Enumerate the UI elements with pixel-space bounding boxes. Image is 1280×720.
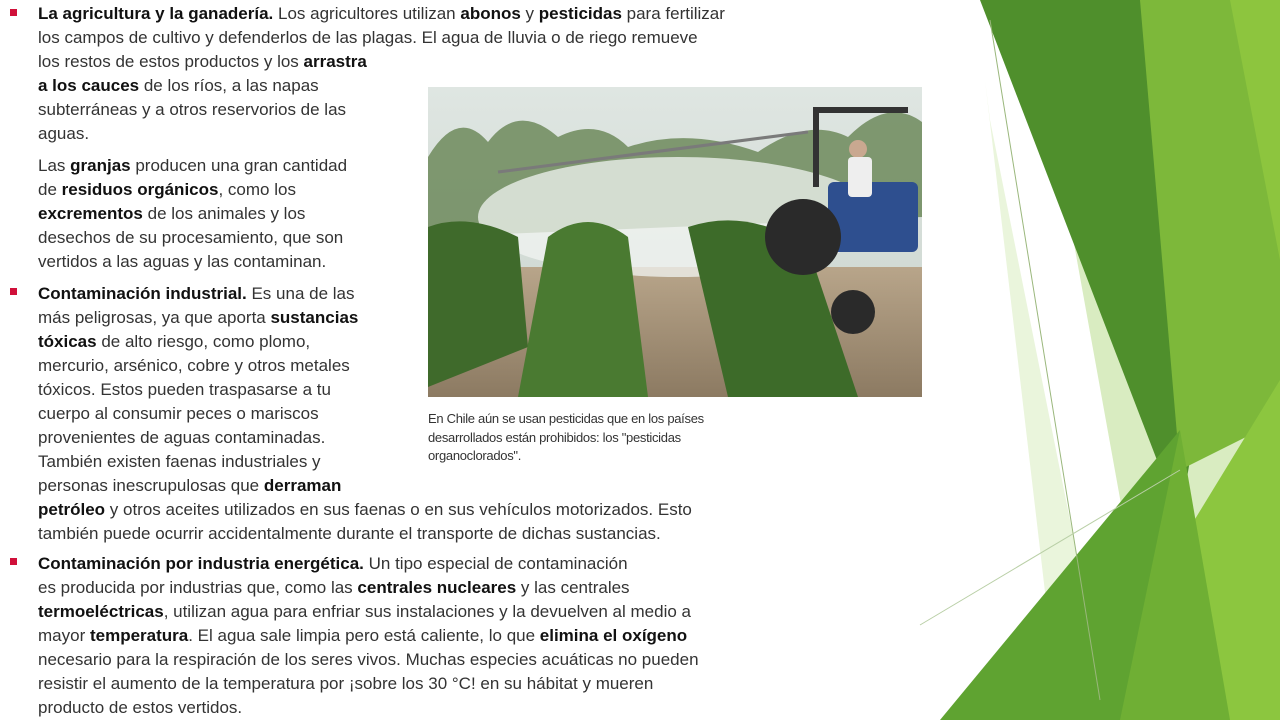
tractor-spraying-crops-photo: [428, 87, 922, 397]
agri-text: y: [520, 4, 539, 23]
caption-line-1: En Chile aún se usan pesticidas que en los países: [428, 411, 704, 426]
photo-farmer-body: [848, 157, 872, 197]
caption-line-2: desarrollados están prohibidos: los "pesticidas: [428, 429, 681, 445]
energetica-line-5: necesario para la respiración de los seres vivos. Muchas especies acuáticas no pueden: [38, 650, 699, 669]
caption-line-3: organoclorados".: [428, 448, 522, 463]
energetica-line-1: Contaminación por industria energética. Un tipo especial de contaminación: [38, 554, 628, 573]
agri-line-5: subterráneas y a otros reservorios de las: [38, 100, 347, 119]
industrial-line-6: cuerpo al consumir peces o mariscos: [38, 404, 319, 423]
industrial-line-7: provenientes de aguas contaminadas.: [38, 428, 326, 447]
agri-line-1: [38, 2, 725, 26]
granjas-line-2: de residuos orgánicos, como los: [38, 180, 296, 199]
industrial-line-5: tóxicos. Estos pueden traspasarse a tu: [38, 380, 331, 399]
photo-tractor-rollbar: [813, 107, 819, 187]
energetica-line-2: es producida por industrias que, como las centrales nucleares y las centrales: [38, 578, 630, 597]
photo-farmer-head: [849, 140, 867, 158]
photo-tractor-rollbar-top: [813, 107, 908, 113]
bullet-agriculture: [10, 9, 17, 16]
bullet-energetica: [10, 558, 17, 565]
energetica-line-7: producto de estos vertidos.: [38, 698, 243, 717]
agri-heading: La agricultura y la ganadería.: [38, 4, 274, 23]
industrial-line-9: personas inescrupulosas que derraman: [38, 476, 342, 495]
agri-bold-abonos: abonos: [460, 4, 521, 23]
bullet-industrial: [10, 288, 17, 295]
industrial-line-8: También existen faenas industriales y: [38, 452, 321, 471]
granjas-line-4: desechos de su procesamiento, que son: [38, 228, 344, 247]
agri-text: para fertilizar: [621, 4, 725, 23]
agri-line-4: a los cauces de los ríos, a las napas: [38, 76, 319, 95]
industrial-line-3: tóxicas de alto riesgo, como plomo,: [38, 332, 311, 351]
photo-tractor-body: [828, 182, 918, 252]
energetica-line-6: resistir el aumento de la temperatura por ¡sobre los 30 °C! en su hábitat y mueren: [38, 674, 654, 693]
photo-tractor-wheel-small: [831, 290, 875, 334]
energetica-line-4: mayor temperatura. El agua sale limpia pero está caliente, lo que elimina el oxígeno: [38, 626, 688, 645]
industrial-line-2: más peligrosas, ya que aporta sustancias: [38, 308, 359, 327]
photo-caption: [428, 410, 748, 466]
granjas-line-3: excrementos de los animales y los: [38, 204, 306, 223]
industrial-line-4: mercurio, arsénico, cobre y otros metales: [38, 356, 350, 375]
granjas-line-5: vertidos a las aguas y las contaminan.: [38, 252, 327, 271]
agri-line-3: los restos de estos productos y los arrastra: [38, 52, 367, 71]
agri-line-2: los campos de cultivo y defenderlos de las plagas. El agua de lluvia o de riego remueve: [38, 28, 698, 47]
industrial-line-11: también puede ocurrir accidentalmente durante el transporte de dichas sustancias.: [38, 524, 661, 543]
agri-text: Los agricultores utilizan: [273, 4, 461, 23]
agri-line-6: aguas.: [38, 124, 90, 143]
energetica-line-3: termoeléctricas, utilizan agua para enfriar sus instalaciones y la devuelven al medio a: [38, 602, 691, 621]
agri-bold-pesticidas: pesticidas: [538, 4, 622, 23]
industrial-line-1: Contaminación industrial. Es una de las: [38, 284, 355, 303]
photo-tractor-wheel-large: [765, 199, 841, 275]
granjas-line-1: Las granjas producen una gran cantidad: [38, 156, 348, 175]
industrial-line-10: petróleo y otros aceites utilizados en sus faenas o en sus vehículos motorizados. Esto: [38, 500, 692, 519]
